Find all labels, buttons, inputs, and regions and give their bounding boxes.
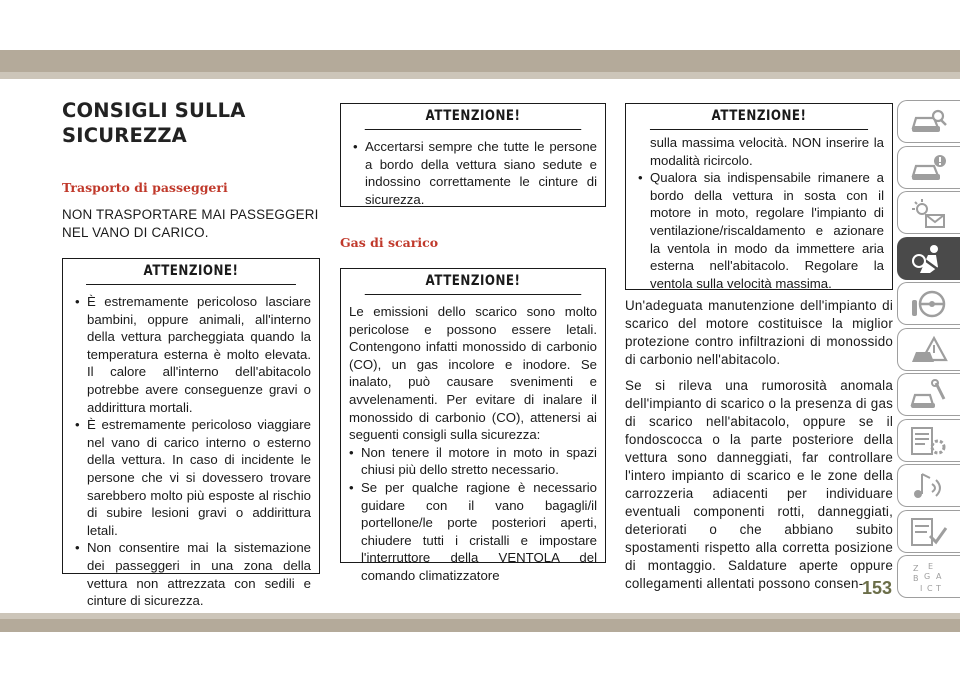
tab-maintenance[interactable] (897, 373, 960, 416)
warning-item: • Accertarsi sempre che tutte le persone a bordo della vettura siano sedute e indossino correttamente le cinture di sicurezza. (353, 138, 597, 208)
chapter-tabs (897, 100, 960, 601)
warning-heading: ATTENZIONE! (86, 259, 296, 285)
subtitle-passengers: Trasporto di passeggeri (62, 180, 228, 195)
alphabet-index-icon (910, 561, 948, 593)
tab-alphabet-index[interactable] (897, 555, 960, 598)
tab-safety[interactable] (897, 237, 960, 280)
warning-paragraph: Le emissioni dello scarico sono molto pericolose e possono essere letali. Contengono infatti monossido di carbonio (CO), un gas incolore e inodore. Se inalato, può causare svenimenti e avvelenamenti. Per evitare di inalare il monossido di carbonio (CO), attenersi ai seguenti consigli sulla sicurezza: (349, 304, 597, 443)
column-1 (62, 98, 320, 609)
svg-text:T: T (936, 584, 941, 593)
warning-item: • È estremamente pericoloso lasciare bambini, oppure animali, all'interno della vettura parcheggiata quando la temperatura esterna è molto elevata. Il calore all'interno dell'abitacolo potrebbe avere conseguenze gravi o addirittura mortali. (75, 293, 311, 416)
subtitle-exhaust: Gas di scarico (340, 235, 439, 250)
tab-car-search[interactable] (897, 100, 960, 143)
warning-box-seatbelts (340, 103, 606, 207)
column-2 (340, 103, 606, 583)
warning-body (341, 130, 605, 216)
paragraph-inspection: Se si rileva una rumorosità anomala dell'impianto di scarico o la presenza di gas di scarico nell'abitacolo, oppure se il fondoscocca o la parte posteriore della vettura sono danneggiati, far controllare l'intero impianto di scarico e le zone della carrozzeria adiacenti per individuare eventuali componenti rotti, danneggiati, deteriorati o che abbiano subito spostamenti rispetto alla corretta posizione di montaggio. Saldature aperte oppure collegamenti allentati possono consen- (625, 378, 893, 591)
warning-heading: ATTENZIONE! (365, 104, 581, 130)
warning-lights-icon (910, 197, 948, 229)
header-band-light (0, 72, 960, 79)
warning-item: • Qualora sia indispensabile rimanere a bordo della vettura in sosta con il motore in moto, regolare l'impianto di ventilazione/riscaldamento e azionare la ventola in modo da immettere aria esterna nell'abitacolo. Regolare la ventola sulla velocità massima. (638, 169, 884, 292)
warning-item: • Non tenere il motore in moto in spazi chiusi più dello stretto necessario. (349, 444, 597, 479)
tab-specifications[interactable] (897, 419, 960, 462)
multimedia-icon (910, 470, 948, 502)
svg-text:E: E (928, 562, 934, 571)
svg-text:B: B (913, 574, 919, 583)
svg-text:Z: Z (913, 564, 919, 573)
svg-text:C: C (927, 584, 933, 593)
warning-box-ventilation (625, 103, 893, 290)
index-checklist-icon (910, 516, 948, 548)
tab-warning-lights[interactable] (897, 191, 960, 234)
svg-text:G: G (924, 572, 931, 581)
section-title-line2: SICUREZZA (62, 124, 187, 147)
roadside-triangle-icon (910, 334, 948, 366)
seatbelt-airbag-icon (910, 243, 948, 275)
svg-text:A: A (936, 572, 942, 581)
tab-multimedia[interactable] (897, 464, 960, 507)
warning-item: • È estremamente pericoloso viaggiare nel vano di carico interno o esterno della vettura. In caso di incidente le persone che vi si dovessero trovare sarebbero molto più esposte al rischio di subire lesioni gravi o addirittura letali. (75, 416, 311, 539)
tab-emergency[interactable] (897, 328, 960, 371)
car-warning-icon (910, 152, 948, 184)
car-search-icon (910, 106, 948, 138)
section-title-line1: CONSIGLI SULLA (62, 99, 246, 122)
warning-body (626, 130, 892, 300)
warning-item: • Non consentire mai la sistemazione dei passeggeri in una zona della vettura non attrezzata con sedili e cinture di sicurezza. (75, 539, 311, 609)
header-band (0, 50, 960, 72)
intro-paragraph: NON TRASPORTARE MAI PASSEGGERI NEL VANO DI CARICO. (62, 207, 319, 240)
warning-heading: ATTENZIONE! (365, 269, 581, 295)
footer-band (0, 619, 960, 632)
warning-box-passengers (62, 258, 320, 609)
warning-heading: ATTENZIONE! (650, 104, 868, 130)
specifications-gear-icon (910, 425, 948, 457)
svg-text:I: I (920, 584, 923, 593)
warning-body (341, 295, 605, 593)
page-number: 153 (862, 578, 893, 598)
section-title (62, 98, 320, 148)
tab-index[interactable] (897, 510, 960, 553)
warning-continuation: sulla massima velocità. NON inserire la modalità ricircolo. (650, 135, 884, 168)
tab-car-warning[interactable] (897, 146, 960, 189)
warning-item: • Se per qualche ragione è necessario guidare con il vano bagagli/il portellone/le porte posteriori aperti, chiudere tutti i cristalli e impostare l'interruttore della VENTOLA del comando climatizzatore (349, 479, 597, 585)
steering-wheel-icon (910, 288, 948, 320)
warning-body (63, 285, 319, 618)
car-wrench-icon (910, 379, 948, 411)
tab-driving[interactable] (897, 282, 960, 325)
column-3 (625, 103, 893, 593)
paragraph-maintenance: Un'adeguata manutenzione dell'impianto di scarico del motore costituisce la miglior protezione contro infiltrazioni di monossido di carbonio nell'abitacolo. (625, 298, 893, 367)
warning-box-exhaust (340, 268, 606, 583)
